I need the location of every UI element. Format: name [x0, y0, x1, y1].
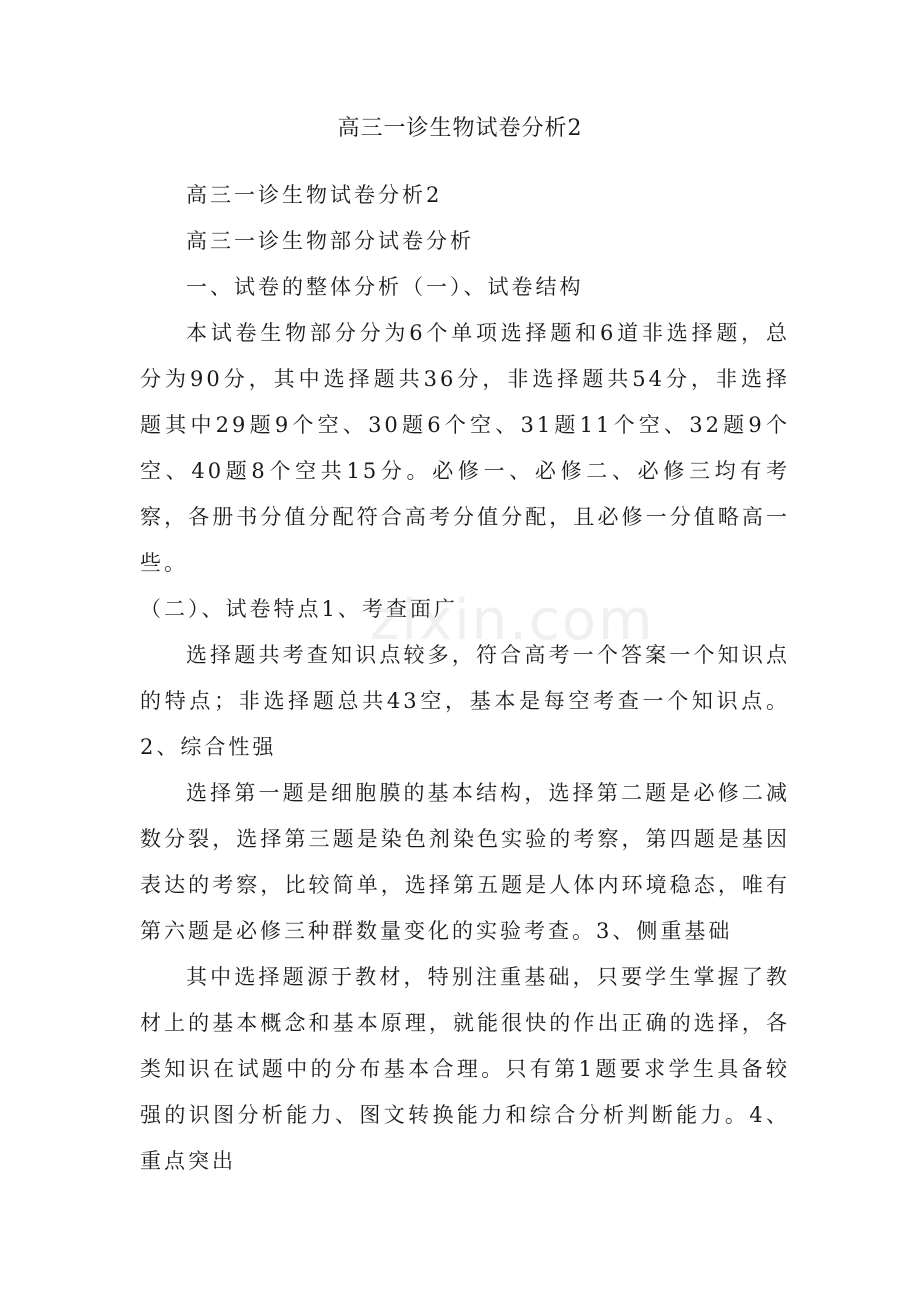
document-title: 高三一诊生物试卷分析2 — [337, 116, 583, 141]
paragraph-4: 本试卷生物部分分为6个单项选择题和6道非选择题，总分为90分，其中选择题共36分，非选择题共54分，非选择题其中29题9个空、30题6个空、31题11个空、32题9个空、40题8个空共15分。必修一、必修二、必修三均有考察，各册书分值分配符合高考分值分配，且必修一分值略高一些。 — [140, 321, 790, 575]
paragraph-3: 一、试卷的整体分析（一）、试卷结构 — [186, 275, 584, 299]
paragraph-6: 选择题共考查知识点较多，符合高考一个答案一个知识点的特点；非选择题总共43空，基本是每空考查一个知识点。2、综合性强 — [140, 643, 790, 759]
paragraph-1: 高三一诊生物试卷分析2 — [186, 183, 443, 207]
document-body — [140, 172, 790, 1184]
watermark: zixin.com — [370, 588, 655, 653]
paragraph-7: 选择第一题是细胞膜的基本结构，选择第二题是必修二减数分裂，选择第三题是染色剂染色实验的考察，第四题是基因表达的考察，比较简单，选择第五题是人体内环境稳态，唯有第六题是必修三种群数量变化的实验考查。3、侧重基础 — [140, 781, 790, 943]
paragraph-2: 高三一诊生物部分试卷分析 — [186, 229, 474, 253]
paragraph-5: （二）、试卷特点1、考查面广 — [140, 597, 458, 621]
paragraph-8: 其中选择题源于教材，特别注重基础，只要学生掌握了教材上的基本概念和基本原理，就能很快的作出正确的选择，各类知识在试题中的分布基本合理。只有第1题要求学生具备较强的识图分析能力、图文转换能力和综合分析判断能力。4、重点突出 — [140, 965, 790, 1173]
